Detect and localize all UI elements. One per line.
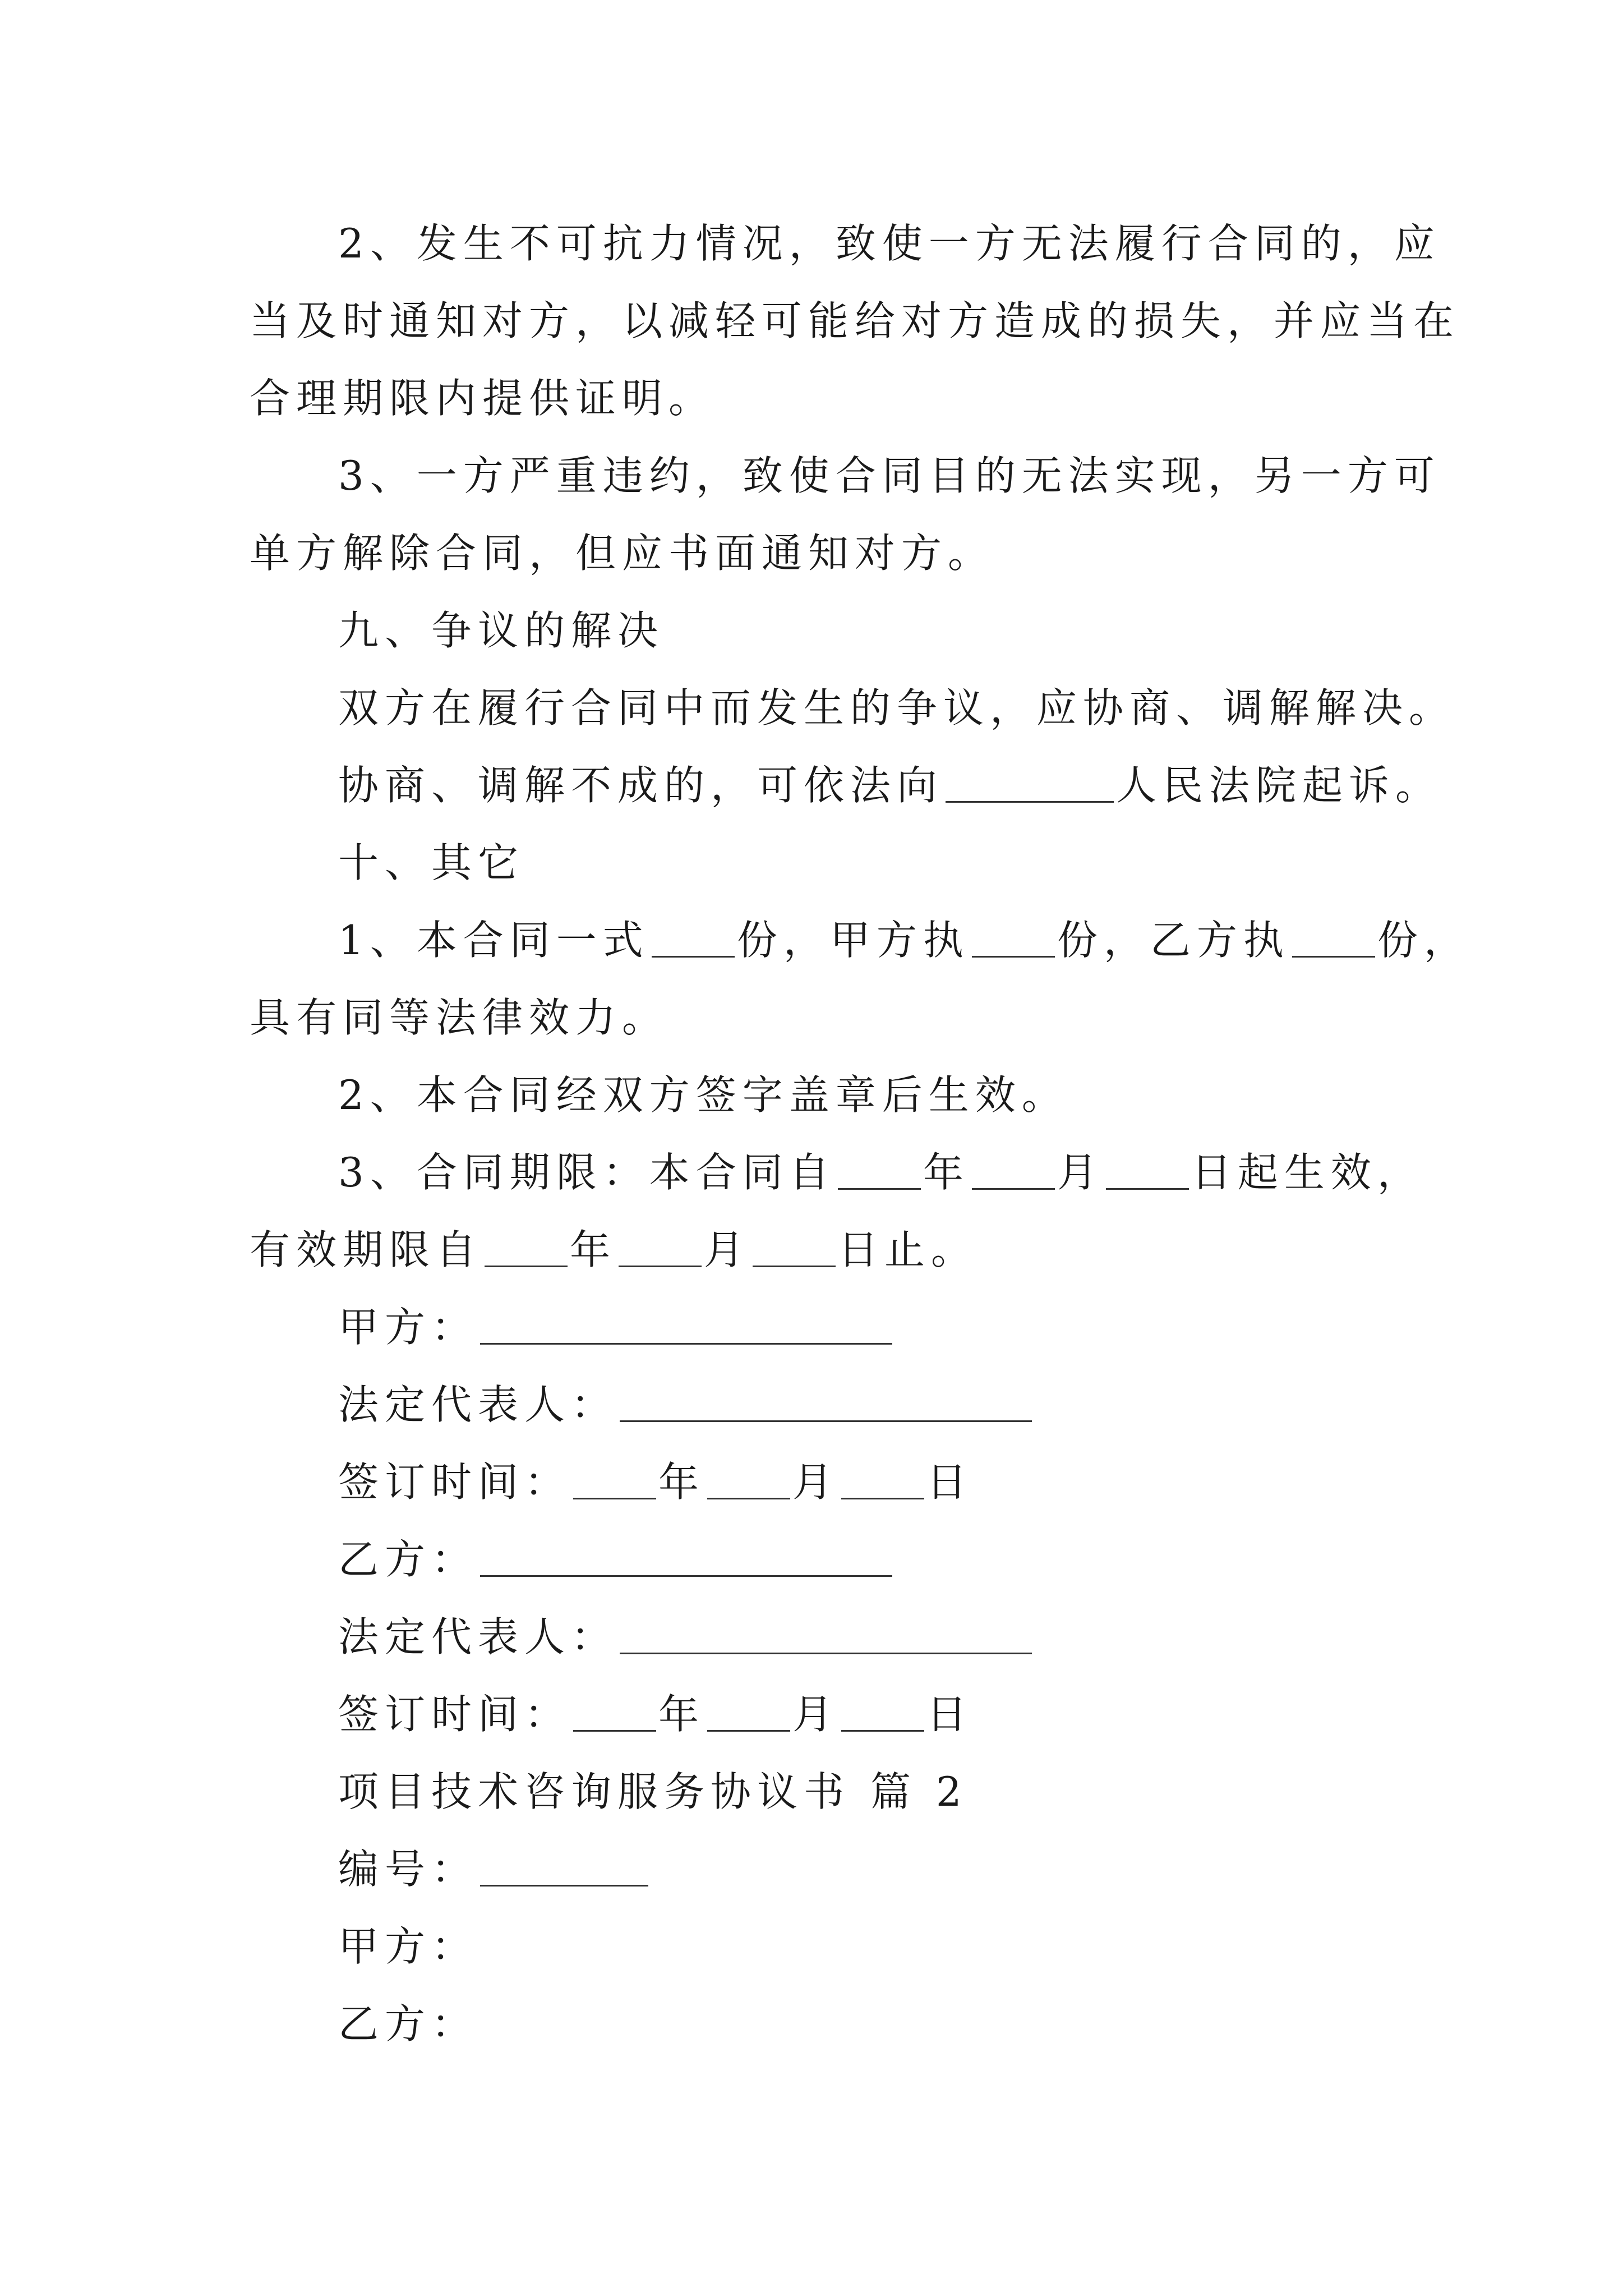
copies-party-b-blank (1292, 921, 1375, 958)
copies-total-blank (652, 921, 735, 958)
clause-10-1-line-1 (250, 901, 1470, 979)
party-a-date-line (250, 1443, 1405, 1521)
clause-10-1-text-d: 份， (1377, 917, 1470, 964)
document-body (250, 205, 1470, 2063)
clause-8-2-line-2: 当及时通知对方，以减轻可能给对方造成的损失，并应当在 (250, 297, 1460, 344)
clause-10-3-text-b: 有效期限自 (250, 1226, 483, 1273)
start-day-unit: 日起生效， (1191, 1149, 1424, 1196)
start-year-blank (838, 1153, 921, 1190)
party-b-date-label: 签订时间： (338, 1691, 571, 1738)
clause-10-3-line-1 (250, 1134, 1424, 1211)
end-year-unit: 年 (570, 1226, 617, 1273)
clause-8-2-line-3: 合理期限内提供证明。 (250, 375, 716, 422)
number-label: 编号： (338, 1846, 478, 1893)
clause-10-3-text-a: 3、合同期限：本合同自 (338, 1149, 836, 1196)
party-a-day-blank (841, 1463, 924, 1499)
end-day-blank (753, 1231, 836, 1267)
clause-8-3-line-1: 3、一方严重违约，致使合同目的无法实现，另一方可 (338, 452, 1441, 499)
next-section-title-text: 项目技术咨询服务协议书 (338, 1768, 851, 1815)
party-a-rep-blank (620, 1386, 1032, 1422)
copies-party-a-blank (972, 921, 1055, 958)
next-section-number-line (250, 1830, 1405, 1908)
party-a-line (250, 1289, 1405, 1366)
next-section-party-b: 乙方： (338, 2000, 478, 2047)
clause-10-3-line-2 (250, 1211, 1405, 1289)
party-a-month-unit: 月 (792, 1458, 840, 1506)
party-a-month-blank (707, 1463, 790, 1499)
party-b-date-line (250, 1676, 1405, 1753)
end-year-blank (485, 1231, 568, 1267)
party-a-label: 甲方： (338, 1304, 478, 1351)
end-day-unit: 日止。 (838, 1226, 978, 1273)
party-a-year-blank (573, 1463, 656, 1499)
party-a-rep-line (250, 1366, 1405, 1443)
clause-10-1-text-b: 份，甲方执 (736, 917, 970, 964)
clause-9-line-2 (250, 747, 1442, 824)
number-blank (480, 1850, 648, 1887)
next-section-title (250, 1753, 1405, 1830)
party-b-rep-label: 法定代表人： (338, 1613, 618, 1660)
section-9-heading: 九、争议的解决 (338, 607, 665, 654)
clause-9-line-1: 双方在履行合同中而发生的争议，应协商、调解解决。 (338, 684, 1456, 731)
end-month-unit: 月 (704, 1226, 751, 1273)
clause-8-2-line-1: 2、发生不可抗力情况，致使一方无法履行合同的，应 (338, 220, 1441, 267)
clause-10-1-text-a: 1、本合同一式 (338, 917, 649, 964)
party-b-year-unit: 年 (658, 1691, 706, 1738)
party-b-month-blank (707, 1695, 790, 1732)
party-a-day-unit: 日 (926, 1458, 974, 1506)
party-b-month-unit: 月 (792, 1691, 840, 1738)
start-year-unit: 年 (923, 1149, 970, 1196)
clause-10-1-text-c: 份，乙方执 (1057, 917, 1290, 964)
start-month-blank (972, 1153, 1055, 1190)
party-b-blank (480, 1540, 892, 1577)
party-b-rep-blank (620, 1618, 1032, 1654)
clause-9-text-b: 人民法院起诉。 (1116, 762, 1442, 809)
court-blank (946, 766, 1114, 803)
clause-10-1-line-2: 具有同等法律效力。 (250, 994, 669, 1041)
party-b-year-blank (573, 1695, 656, 1732)
start-day-blank (1106, 1153, 1189, 1190)
clause-10-2: 2、本合同经双方签字盖章后生效。 (338, 1071, 1068, 1119)
party-b-day-blank (841, 1695, 924, 1732)
party-b-line (250, 1521, 1405, 1598)
party-b-label: 乙方： (338, 1536, 478, 1583)
party-a-rep-label: 法定代表人： (338, 1381, 618, 1428)
clause-8-3-line-2: 单方解除合同，但应书面通知对方。 (250, 530, 995, 577)
party-a-year-unit: 年 (658, 1458, 706, 1506)
party-a-date-label: 签订时间： (338, 1458, 571, 1506)
next-section-part: 篇 2 (870, 1768, 968, 1815)
end-month-blank (619, 1231, 702, 1267)
party-b-day-unit: 日 (926, 1691, 974, 1738)
section-10-heading: 十、其它 (338, 839, 525, 886)
clause-9-text-a: 协商、调解不成的，可依法向 (338, 762, 944, 809)
next-section-party-a: 甲方： (338, 1923, 478, 1970)
party-a-blank (480, 1308, 892, 1345)
start-month-unit: 月 (1057, 1149, 1104, 1196)
party-b-rep-line (250, 1598, 1405, 1676)
